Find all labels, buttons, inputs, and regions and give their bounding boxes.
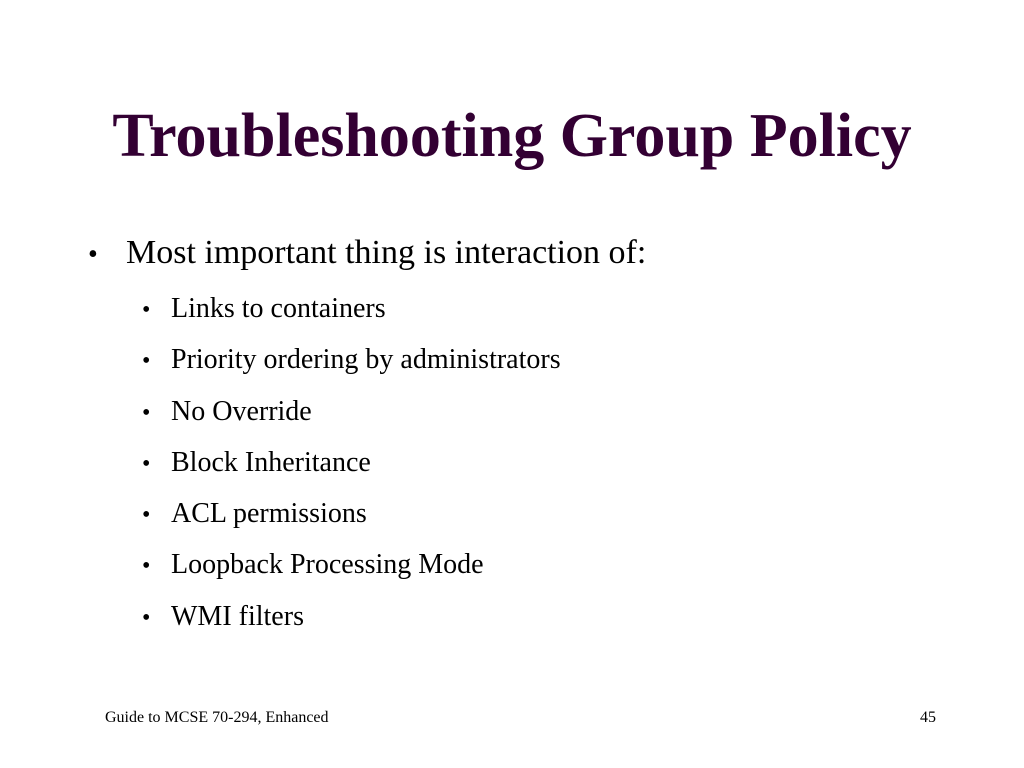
page-number: 45 xyxy=(920,709,936,726)
sub-bullet-text: Block Inheritance xyxy=(171,446,371,478)
bullet-marker: • xyxy=(142,399,151,426)
sub-bullet-text: ACL permissions xyxy=(171,498,367,530)
sub-bullet-item xyxy=(142,438,561,489)
bullet-marker: • xyxy=(142,502,151,529)
sub-bullet-text: Priority ordering by administrators xyxy=(171,344,561,376)
bullet-marker: • xyxy=(142,604,151,631)
sub-bullet-item xyxy=(142,592,561,643)
bullet-marker: • xyxy=(142,553,151,580)
bullet-marker: • xyxy=(142,297,151,323)
bullet-marker: • xyxy=(142,450,151,477)
slide-title: Troubleshooting Group Policy xyxy=(112,102,912,170)
sub-bullet-text: Loopback Processing Mode xyxy=(171,549,484,581)
bullet-marker: • xyxy=(88,239,98,270)
sub-bullet-item xyxy=(142,284,561,335)
sub-bullet-item xyxy=(142,489,561,540)
sub-bullet-text: WMI filters xyxy=(171,600,304,632)
bullet-marker: • xyxy=(142,348,151,375)
sub-bullet-item xyxy=(142,335,561,386)
sub-bullet-item xyxy=(142,387,561,438)
footer-text: Guide to MCSE 70-294, Enhanced xyxy=(105,709,329,726)
main-bullet-list xyxy=(88,230,646,278)
main-bullet-item xyxy=(88,230,646,278)
sub-bullet-list xyxy=(142,284,561,643)
sub-bullet-text: Links to containers xyxy=(171,293,386,324)
main-bullet-text: Most important thing is interaction of: xyxy=(126,234,647,271)
sub-bullet-text: No Override xyxy=(171,395,312,427)
sub-bullet-item xyxy=(142,540,561,591)
